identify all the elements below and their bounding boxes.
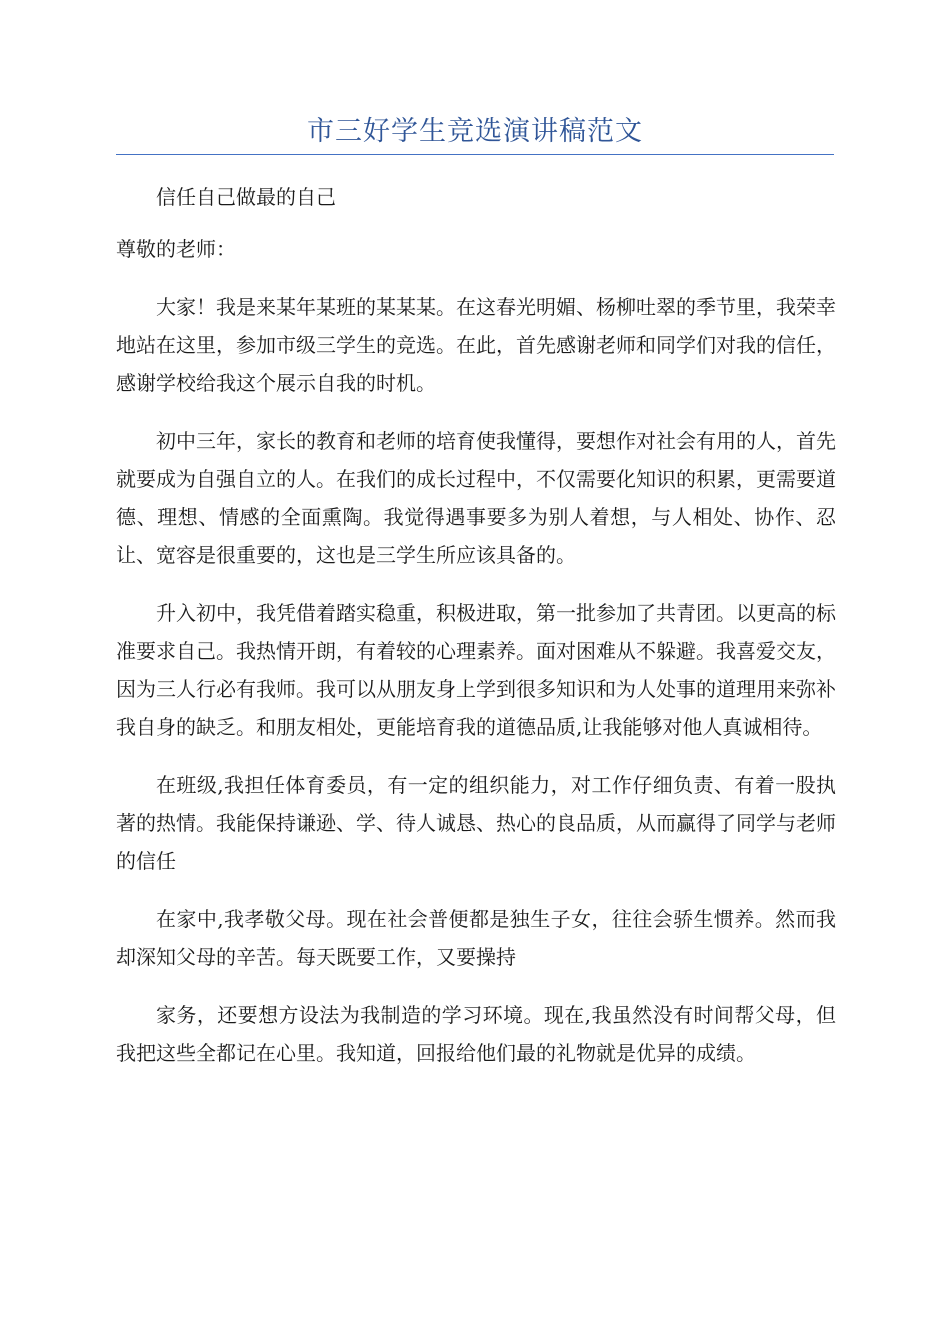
salutation: 尊敬的老师： (116, 237, 236, 261)
body-paragraph: 在家中,我孝敬父母。现在社会普便都是独生子女，往往会骄生惯养。然而我却深知父母的辛苦。每天既要工作，又要操持 (116, 907, 836, 969)
body-paragraph: 初中三年，家长的教育和老师的培育使我懂得，要想作对社会有用的人，首先就要成为自强自立的人。在我们的成长过程中，不仅需要化知识的积累，更需要道德、理想、情感的全面熏陶。我觉得遇事要多为别人着想，与人相处、协作、忍让、宽容是很重要的，这也是三学生所应该具备的。 (116, 429, 836, 567)
body-paragraph: 在班级,我担任体育委员，有一定的组织能力，对工作仔细负责、有着一股执著的热情。我能保持谦逊、学、待人诚恳、热心的良品质，从而赢得了同学与老师的信任 (116, 773, 836, 873)
document-title: 市三好学生竞选演讲稿范文 (307, 116, 643, 147)
title-underline (116, 154, 834, 155)
document-body (116, 178, 836, 1092)
body-paragraph: 大家！我是来某年某班的某某某。在这春光明媚、杨柳吐翠的季节里，我荣幸地站在这里，参加市级三学生的竞选。在此，首先感谢老师和同学们对我的信任，感谢学校给我这个展示自我的时机。 (116, 295, 836, 395)
body-paragraph: 升入初中，我凭借着踏实稳重，积极进取，第一批参加了共青团。以更高的标准要求自己。我热情开朗，有着较的心理素养。面对困难从不躲避。我喜爱交友，因为三人行必有我师。我可以从朋友身上学到很多知识和为人处事的道理用来弥补我自身的缺乏。和朋友相处，更能培育我的道德品质,让我能够对他人真诚相待。 (116, 601, 836, 739)
body-paragraph: 家务，还要想方设法为我制造的学习环境。现在,我虽然没有时间帮父母，但我把这些全都记在心里。我知道，回报给他们最的礼物就是优异的成绩。 (116, 1003, 836, 1065)
speech-subtitle: 信任自己做最的自己 (156, 185, 336, 209)
